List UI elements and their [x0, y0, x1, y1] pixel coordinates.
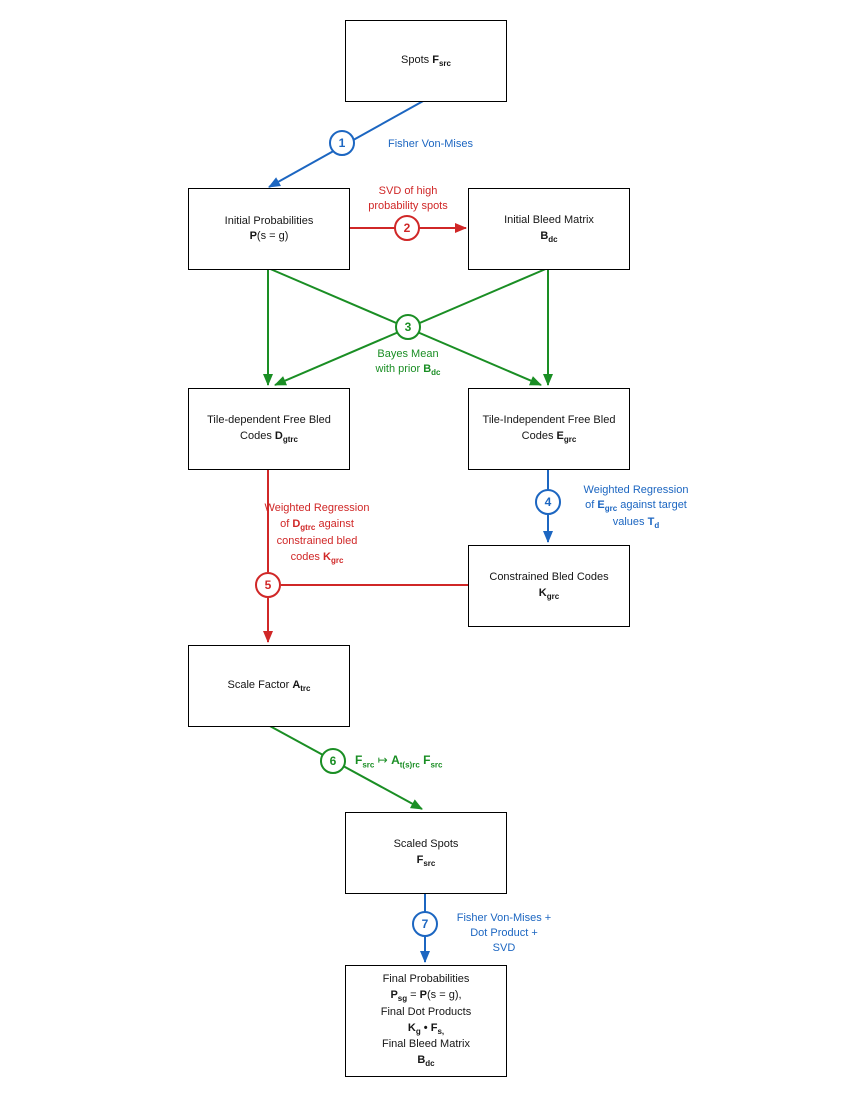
- node-scaled-spots: Scaled Spots $F_{src}$: [345, 812, 507, 894]
- step-1-badge: 1: [329, 130, 355, 156]
- node-constrained-bled-codes: Constrained Bled Codes $K_{grc}$: [468, 545, 630, 627]
- step-6-badge: 6: [320, 748, 346, 774]
- step-7-badge: 7: [412, 911, 438, 937]
- step-1-label: Fisher Von-Mises: [388, 138, 473, 150]
- step-5-label: Weighted Regression of $D_{gtrc}$ against constrained bled codes $K_{grc}$: [264, 502, 370, 565]
- node-tile-dependent-free-bled-codes: Tile-dependent Free Bled Codes $D_{gtrc}$: [188, 388, 350, 470]
- step-3-badge: 3: [395, 314, 421, 340]
- step-4-label: Weighted Regression of $E_{grc}$ against target values $T_d$: [583, 484, 689, 531]
- node-spots: Spots $F_{src}$: [345, 20, 507, 102]
- node-scale-factor: Scale Factor $A_{trc}$: [188, 645, 350, 727]
- step-2-badge: 2: [394, 215, 420, 241]
- node-tile-independent-free-bled-codes: Tile-Independent Free Bled Codes $E_{grc}$: [468, 388, 630, 470]
- node-initial-bleed-matrix: Initial Bleed Matrix $B_{dc}$: [468, 188, 630, 270]
- step-4-badge: 4: [535, 489, 561, 515]
- node-final-outputs: Final Probabilities $P_{sg} = P(s = g)$, Final Dot Products $K_g$ • $F_{s,}$ Final Bleed Matrix $B_{dc}$: [345, 965, 507, 1077]
- step-2-label: SVD of high probability spots: [368, 185, 448, 212]
- node-initial-probabilities: Initial Probabilities P(s = g): [188, 188, 350, 270]
- step-3-label: Bayes Mean with prior $B_{dc}$: [375, 348, 441, 378]
- step-5-badge: 5: [255, 572, 281, 598]
- step-6-label: $F_{src}$ ↦ $A_{t(s)rc}$ $F_{src}$: [355, 753, 443, 770]
- step-7-label: Fisher Von-Mises + Dot Product + SVD: [456, 912, 552, 954]
